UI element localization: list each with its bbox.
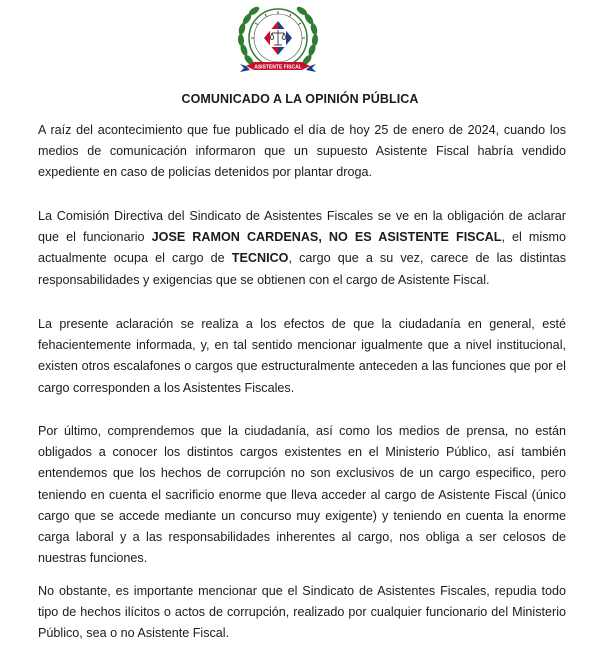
paragraph-5: No obstante, es importante mencionar que el Sindicato de Asistentes Fiscales, repudia todo tipo de hechos ilícitos o actos de corrupción, realizado por cualquier funcionario del Ministerio Público, sea o no Asistente Fiscal. bbox=[38, 584, 566, 641]
paragraph-1: A raíz del acontecimiento que fue publicado el día de hoy 25 de enero de 2024, cuando los medios de comunicación informaron que un supuesto Asistente Fiscal habría vendido expediente en caso de policías detenidos por plantar droga. bbox=[38, 123, 566, 180]
paragraph-2 bbox=[38, 206, 566, 291]
page-title: COMUNICADO A LA OPINIÓN PÚBLICA bbox=[181, 92, 419, 106]
sindicato-seal-icon bbox=[232, 2, 324, 88]
paragraph-2-middle: , el mismo actualmente ocupa el cargo de bbox=[38, 230, 567, 266]
sindicato-logo bbox=[232, 2, 324, 88]
paragraph-2-end: , cargo que a su vez, carece de las distintas responsabilidades y exigencias que se obtienen con el cargo de Asistente Fiscal. bbox=[38, 251, 566, 287]
paragraph-3: La presente aclaración se realiza a los efectos de que la ciudadanía en general, esté fehacientemente informada, y, en tal sentido mencionar igualmente que a nivel institucional, existen otros escalafones o cargos que estructuralmente anteceden a las funciones que por el cargo corresponden a los Asistentes Fiscales. bbox=[38, 317, 566, 395]
paragraph-2-role-bold: TECNICO bbox=[231, 251, 289, 266]
paragraph-2-intro: La Comisión Directiva del Sindicato de Asistentes Fiscales se ve en la obligación de aclarar que el funcionario bbox=[38, 209, 566, 245]
paragraph-4: Por último, comprendemos que la ciudadanía, así como los medios de prensa, no están obligados a conocer los distintos cargos existentes en el Ministerio Público, así también entendemos que los hechos de corrupción no son exclusivos de un cargo especifico, pero teniendo en cuenta el sacrificio enorme que lleva acceder al cargo de Asistente Fiscal (único cargo que se accede mediante un concurso muy exigente) y teniendo en cuenta la enorme carga laboral y a las responsabilidades inherentes al cargo, nos obliga a ser celosos de nuestras funciones. bbox=[38, 424, 566, 566]
paragraph-2-name-bold: JOSE RAMON CARDENAS, NO ES ASISTENTE FISCAL bbox=[151, 230, 502, 245]
logo-ribbon-text: ASISTENTE FISCAL bbox=[254, 64, 302, 71]
